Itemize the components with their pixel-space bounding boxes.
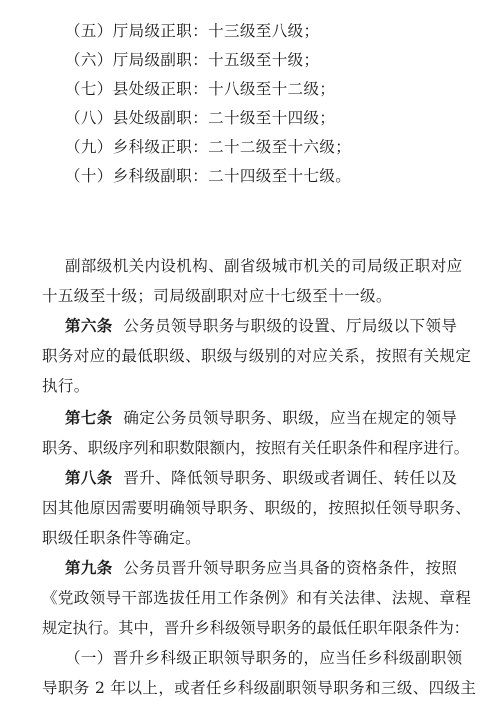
article-8-line-2: 因其他原因需要明确领导职务、职级的，按照拟任领导职务、 bbox=[42, 499, 472, 517]
article-9-label: 第九条 bbox=[65, 559, 113, 577]
list-item-5: （七）县处级正职：十八级至十二级； bbox=[65, 80, 336, 98]
article-6-text: 公务员领导职务与职级的设置、厅局级以下领导 bbox=[123, 317, 458, 335]
article-6-line-3: 执行。 bbox=[42, 377, 90, 395]
list-item-6: （八）县处级副职：二十级至十四级； bbox=[65, 109, 336, 127]
article-9-line-1 bbox=[65, 557, 457, 579]
list-item-8: （十）乡科级副职：二十四级至十七级。 bbox=[65, 167, 352, 185]
article-9-sub1-line-2: 导职务 2 年以上，或者任乡科级副职领导职务和三级、四级主 bbox=[42, 679, 477, 697]
article-8-text: 晋升、降低领导职务、职级或者调任、转任以及 bbox=[123, 469, 458, 487]
article-7-line-2: 职务、职级序列和职数限额内，按照有关任职条件和程序进行。 bbox=[42, 439, 469, 457]
subbureau-line-2: 十五级至十级；司局级副职对应十七级至十一级。 bbox=[42, 287, 392, 305]
article-8-line-1 bbox=[65, 467, 457, 489]
article-9-text: 公务员晋升领导职务应当具备的资格条件，按照 bbox=[123, 559, 458, 577]
subbureau-line-1: 副部级机关内设机构、副省级城市机关的司局级正职对应 bbox=[65, 257, 463, 275]
article-7-text: 确定公务员领导职务、职级，应当在规定的领导 bbox=[123, 409, 458, 427]
list-item-7: （九）乡科级正职：二十二级至十六级； bbox=[65, 138, 352, 156]
article-6-line-2: 职务对应的最低职级、职级与级别的对应关系，按照有关规定 bbox=[42, 347, 472, 365]
article-7-label: 第七条 bbox=[65, 409, 113, 427]
list-item-4: （六）厅局级副职：十五级至十级； bbox=[65, 51, 320, 69]
article-7-line-1 bbox=[65, 407, 457, 429]
article-9-line-3: 规定执行。其中，晋升乡科级领导职务的最低任职年限条件为： bbox=[42, 619, 469, 637]
article-9-line-2: 《党政领导干部选拔任用工作条例》和有关法律、法规、章程 bbox=[42, 589, 472, 607]
article-6-label: 第六条 bbox=[65, 317, 113, 335]
article-8-label: 第八条 bbox=[65, 469, 113, 487]
article-9-sub1-line-1: （一）晋升乡科级正职领导职务的，应当任乡科级副职领 bbox=[65, 649, 463, 667]
article-8-line-3: 职级任职条件等确定。 bbox=[42, 529, 202, 547]
article-6-line-1 bbox=[65, 315, 457, 337]
list-item-3: （五）厅局级正职：十三级至八级； bbox=[65, 22, 320, 40]
